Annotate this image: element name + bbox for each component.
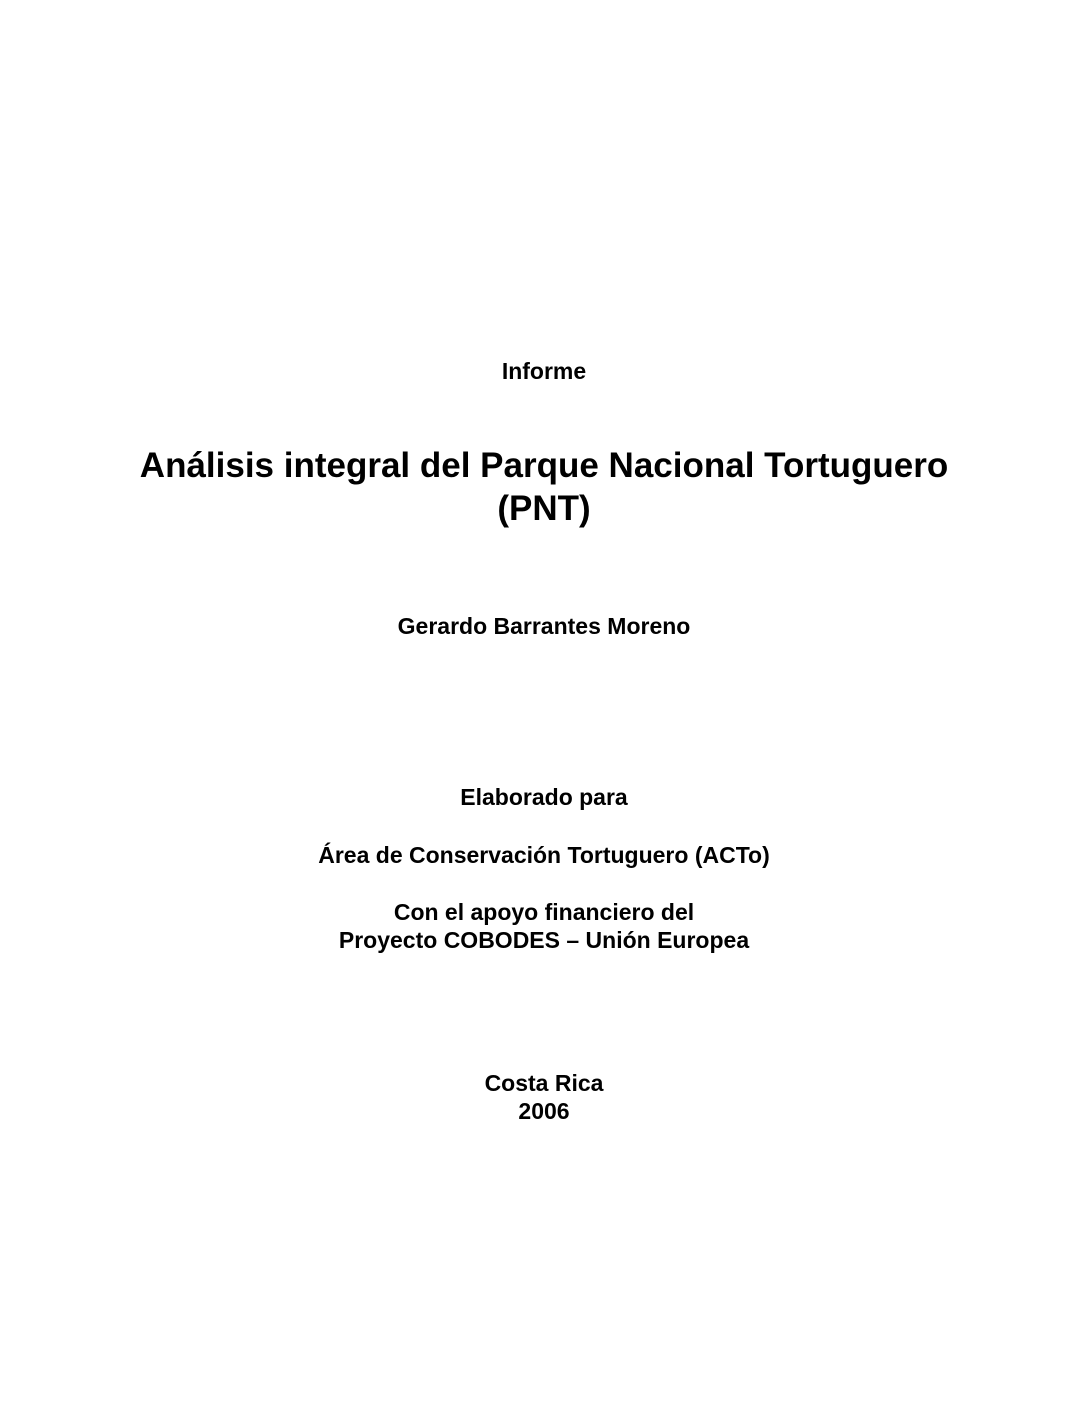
organization-name: Área de Conservación Tortuguero (ACTo)	[318, 842, 770, 868]
author-name: Gerardo Barrantes Moreno	[397, 613, 691, 639]
year: 2006	[518, 1098, 570, 1124]
funding-line-1: Con el apoyo financiero del	[393, 899, 695, 925]
place: Costa Rica	[484, 1070, 604, 1096]
funding-line-2: Proyecto COBODES – Unión Europea	[338, 927, 750, 953]
document-title-line-2: (PNT)	[497, 489, 591, 528]
document-title-line-1: Análisis integral del Parque Nacional Tortuguero	[139, 446, 949, 485]
prepared-for-label: Elaborado para	[460, 784, 628, 810]
report-type: Informe	[501, 358, 587, 384]
